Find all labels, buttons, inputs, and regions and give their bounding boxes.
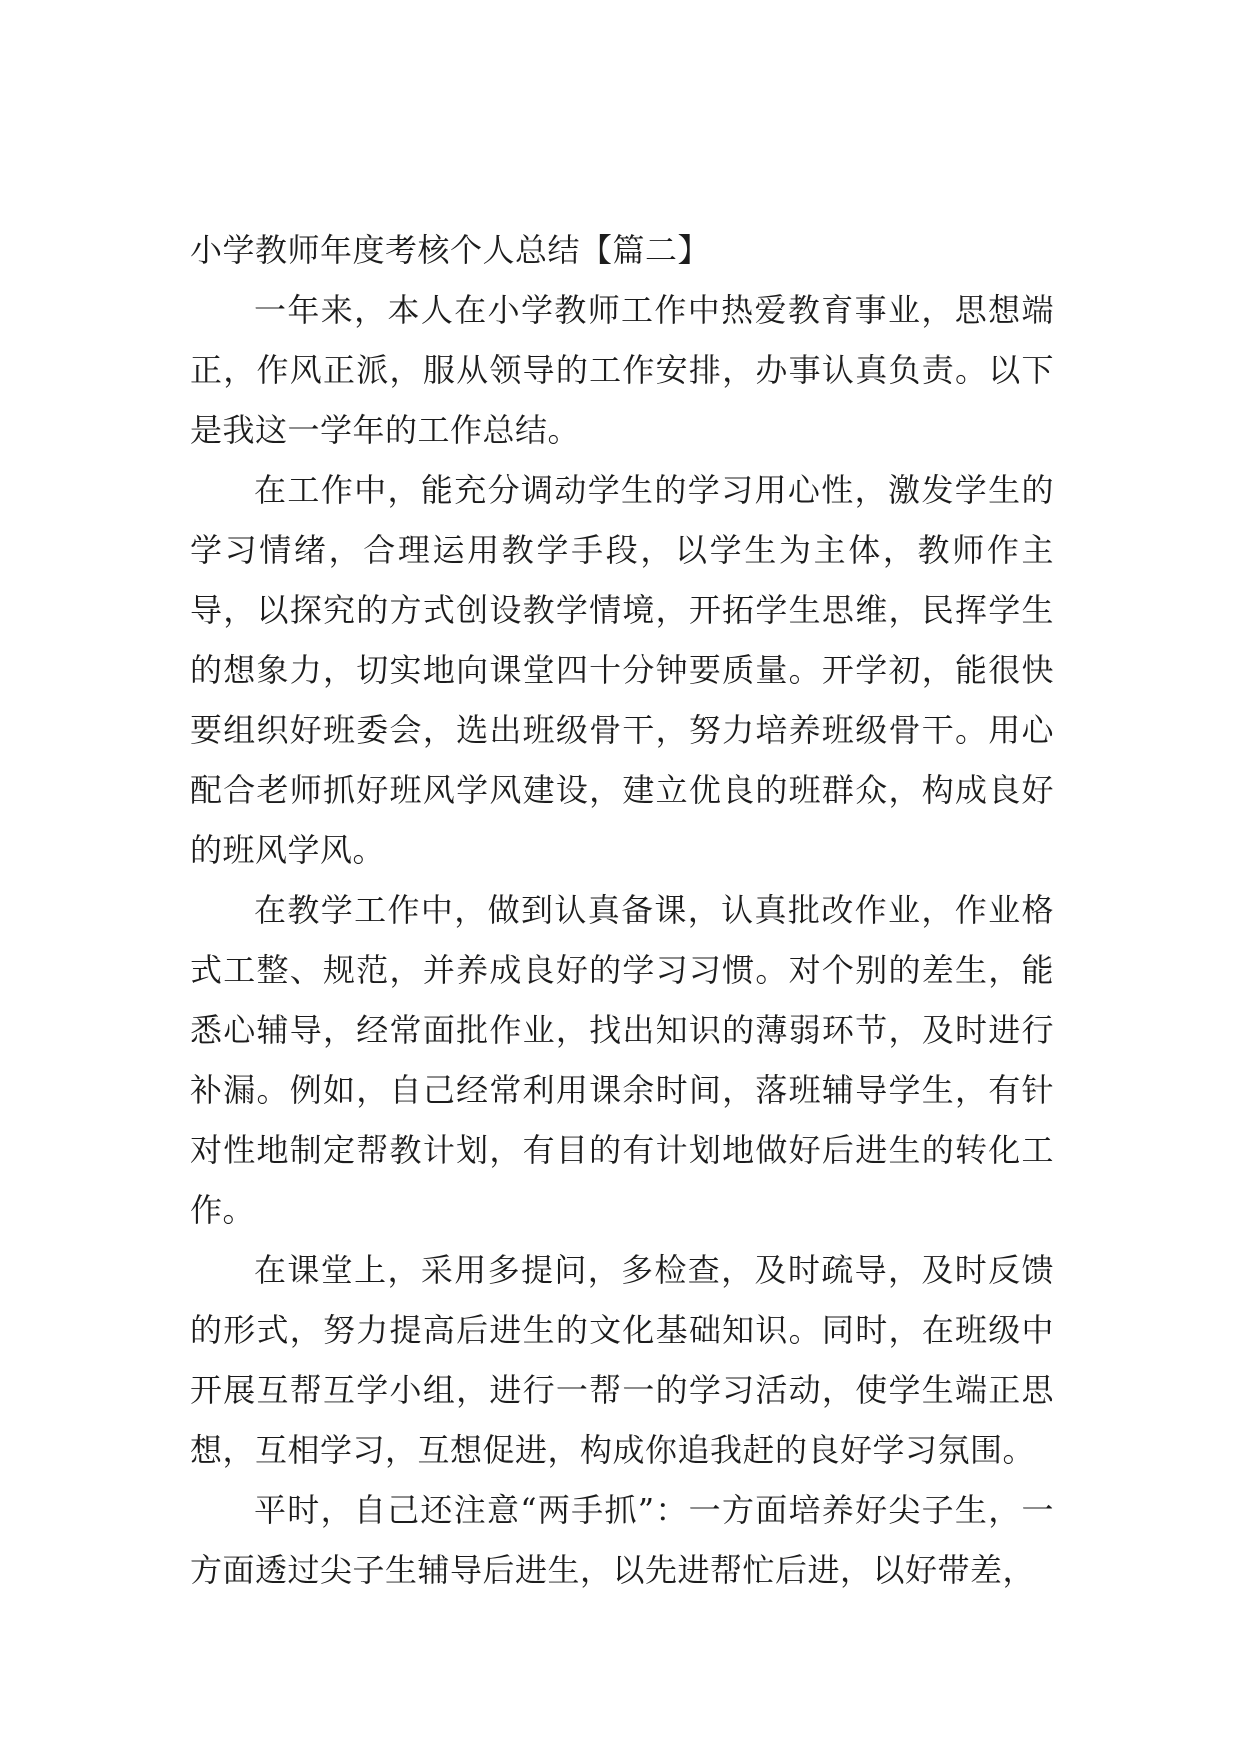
paragraph-4: 在课堂上，采用多提问，多检查，及时疏导，及时反馈的形式，努力提高后进生的文化基础知识。同时，在班级中开展互帮互学小组，进行一帮一的学习活动，使学生端正思想，互相学习，互想促进，构成你追我赶的良好学习氛围。 bbox=[190, 1251, 1054, 1469]
paragraph-1: 一年来，本人在小学教师工作中热爱教育事业，思想端正，作风正派，服从领导的工作安排，办事认真负责。以下是我这一学年的工作总结。 bbox=[190, 291, 1054, 449]
document-body bbox=[190, 220, 1054, 1600]
paragraph-2: 在工作中，能充分调动学生的学习用心性，激发学生的学习情绪，合理运用教学手段，以学生为主体，教师作主导，以探究的方式创设教学情境，开拓学生思维，民挥学生的想象力，切实地向课堂四十分钟要质量。开学初，能很快要组织好班委会，选出班级骨干，努力培养班级骨干。用心配合老师抓好班风学风建设，建立优良的班群众，构成良好的班风学风。 bbox=[190, 471, 1054, 869]
paragraph-5: 平时，自己还注意“两手抓”：一方面培养好尖子生，一方面透过尖子生辅导后进生，以先进帮忙后进，以好带差， bbox=[190, 1491, 1054, 1589]
document-title: 小学教师年度考核个人总结【篇二】 bbox=[190, 231, 711, 269]
paragraph-3: 在教学工作中，做到认真备课，认真批改作业，作业格式工整、规范，并养成良好的学习习惯。对个别的差生，能悉心辅导，经常面批作业，找出知识的薄弱环节，及时进行补漏。例如，自己经常利用课余时间，落班辅导学生，有针对性地制定帮教计划，有目的有计划地做好后进生的转化工作。 bbox=[190, 891, 1054, 1229]
